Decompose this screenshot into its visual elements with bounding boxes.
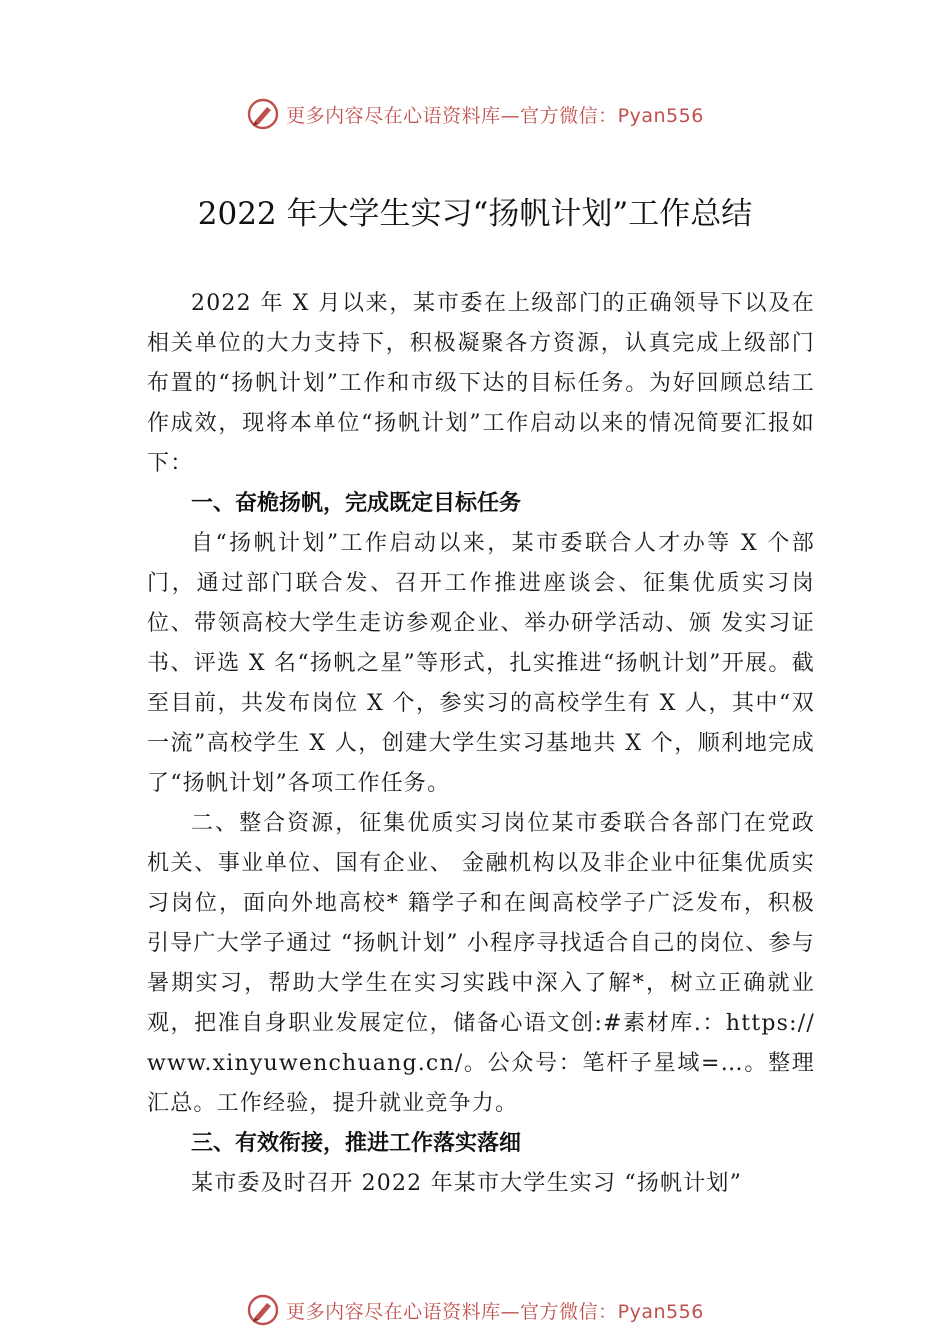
banner-text: 更多内容尽在心语资料库—官方微信：Pyan556 <box>286 104 704 127</box>
section-2-paragraph: 二、整合资源，征集优质实习岗位某市委联合各部门在党政机关、事业单位、国有企业、 金融机构以及非企业中征集优质实习岗位，面向外地高校* 籍学子和在闽高校学子广泛发布，积极引导广大学子通过 “扬帆计划” 小程序寻找适合自己的岗位、参与暑期实习，帮助大学生在实习实践中深入了解*，树立正确就业观，把准自身职业发展定位，储备心语文创:#素材库.：https:// www.xinyuwenchuang.cn/。公众号：笔杆子星域=…。整理汇总。工作经验，提升就业竞争力。 <box>147 811 815 1116</box>
pen-logo-icon <box>246 1293 280 1327</box>
header-banner <box>0 96 950 132</box>
pen-logo-icon <box>246 97 280 131</box>
section-3-heading: 三、有效衔接，推进工作落实落细 <box>191 1131 522 1156</box>
footer-banner <box>0 1292 950 1328</box>
document-body <box>147 284 815 1204</box>
section-1-heading: 一、奋桅扬帆，完成既定目标任务 <box>191 491 522 516</box>
banner-text: 更多内容尽在心语资料库—官方微信：Pyan556 <box>286 1300 704 1323</box>
intro-paragraph: 2022 年 X 月以来，某市委在上级部门的正确领导下以及在相关单位的大力支持下，积极凝聚各方资源，认真完成上级部门布置的“扬帆计划”工作和市级下达的目标任务。为好回顾总结工作成效，现将本单位“扬帆计划”工作启动以来的情况简要汇报如下： <box>147 291 815 476</box>
section-1-paragraph: 自“扬帆计划”工作启动以来，某市委联合人才办等 X 个部门，通过部门联合发、召开工作推进座谈会、征集优质实习岗位、带领高校大学生走访参观企业、举办研学活动、颁 发实习证书、评选 X 名“扬帆之星”等形式，扎实推进“扬帆计划”开展。截至目前，共发布岗位 X 个，参实习的高校学生有 X 人，其中“双一流”高校学生 X 人，创建大学生实习基地共 X 个，顺利地完成了“扬帆计划”各项工作任务。 <box>147 531 815 796</box>
section-3-paragraph: 某市委及时召开 2022 年某市大学生实习 “扬帆计划” <box>191 1171 743 1196</box>
document-title: 2022 年大学生实习“扬帆计划”工作总结 <box>197 196 753 232</box>
